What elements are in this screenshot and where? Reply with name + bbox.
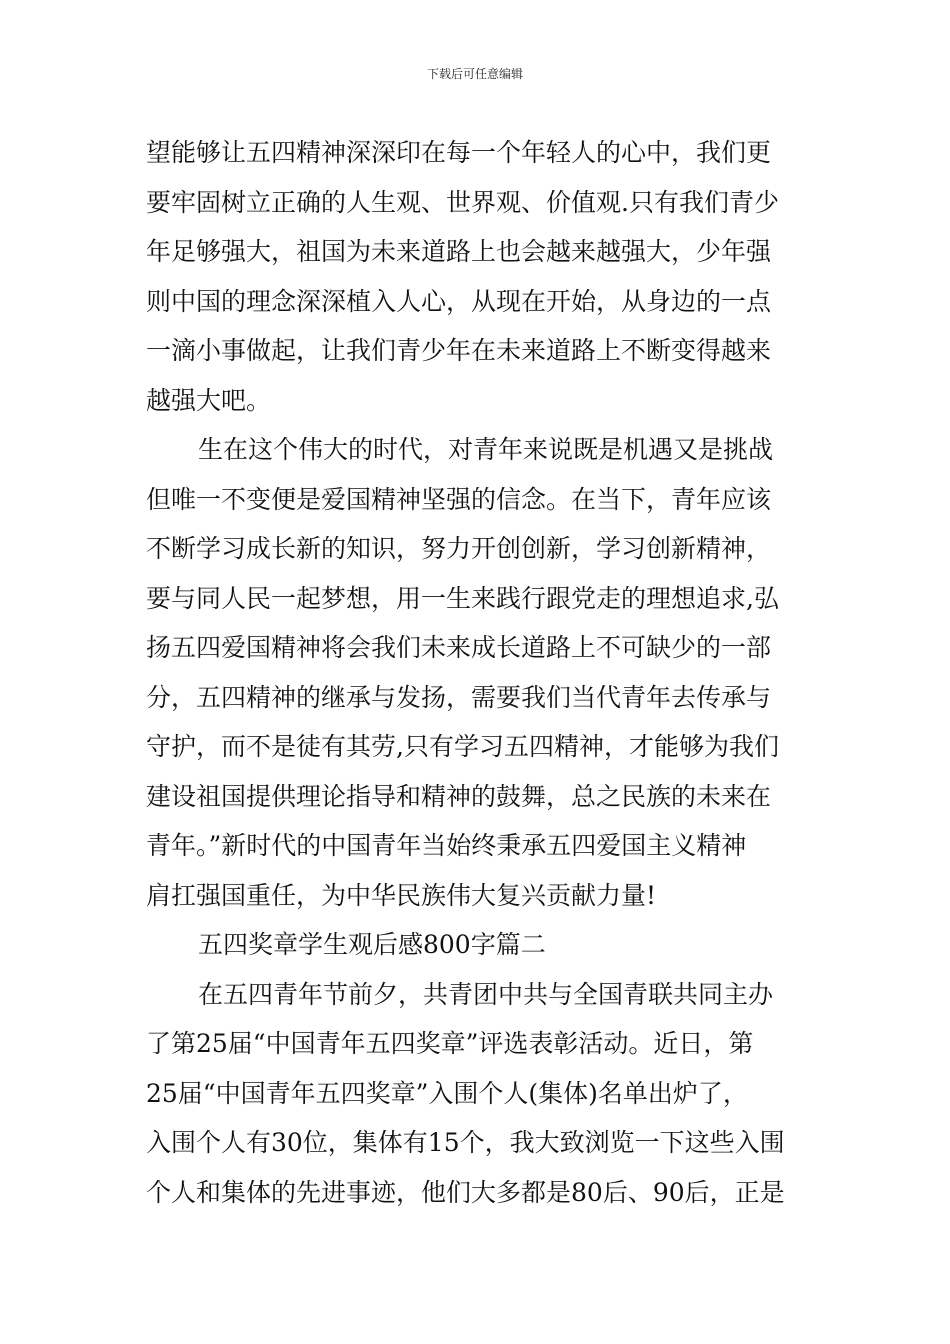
paragraph-first-line: 五四奖章学生观后感800字篇二: [198, 930, 546, 959]
text-line: 要与同人民一起梦想，用一生来践行跟党走的理想追求,弘: [146, 583, 779, 613]
text-line: 一滴小事做起，让我们青少年在未来道路上不断变得越来: [146, 336, 772, 365]
text-line: 青年。”新时代的中国青年当始终秉承五四爱国主义精神: [146, 831, 747, 860]
text-line: 不断学习成长新的知识，努力开创创新，学习创新精神，: [146, 534, 772, 563]
text-line: 了第25届“中国青年五四奖章”评选表彰活动。近日，第: [146, 1029, 754, 1058]
text-line: 但唯一不变便是爱国精神坚强的信念。在当下，青年应该: [146, 484, 772, 514]
text-line: 守护，而不是徒有其劳,只有学习五四精神，才能够为我们: [146, 732, 779, 761]
text-line: 个人和集体的先进事迹，他们大多都是80后、90后，正是: [146, 1177, 785, 1207]
text-line: 越强大吧。: [146, 385, 272, 415]
page-header: 下载后可任意编辑: [426, 67, 523, 81]
text-line: 望能够让五四精神深深印在每一个年轻人的心中，我们更: [146, 138, 772, 167]
text-line: 25届“中国青年五四奖章”入围个人(集体)名单出炉了，: [146, 1078, 748, 1108]
text-line: 要牢固树立正确的人生观、世界观、价值观.只有我们青少: [146, 187, 779, 217]
text-line: 肩扛强国重任，为中华民族伟大复兴贡献力量!: [146, 880, 657, 910]
text-line: 扬五四爱国精神将会我们未来成长道路上不可缺少的一部: [146, 633, 772, 662]
document-body: [146, 128, 806, 1217]
paragraph-first-line: 在五四青年节前夕，共青团中共与全国青联共同主办: [198, 979, 774, 1009]
paragraph-first-line: 生在这个伟大的时代，对青年来说既是机遇又是挑战: [198, 435, 774, 464]
text-line: 建设祖国提供理论指导和精神的鼓舞，总之民族的未来在: [146, 781, 772, 811]
text-line: 入围个人有30位，集体有15个，我大致浏览一下这些入围: [146, 1128, 785, 1157]
text-line: 年足够强大，祖国为未来道路上也会越来越强大，少年强: [146, 237, 772, 266]
text-line: 则中国的理念深深植入人心，从现在开始，从身边的一点: [146, 286, 772, 316]
text-line: 分，五四精神的继承与发扬，需要我们当代青年去传承与: [146, 682, 772, 712]
